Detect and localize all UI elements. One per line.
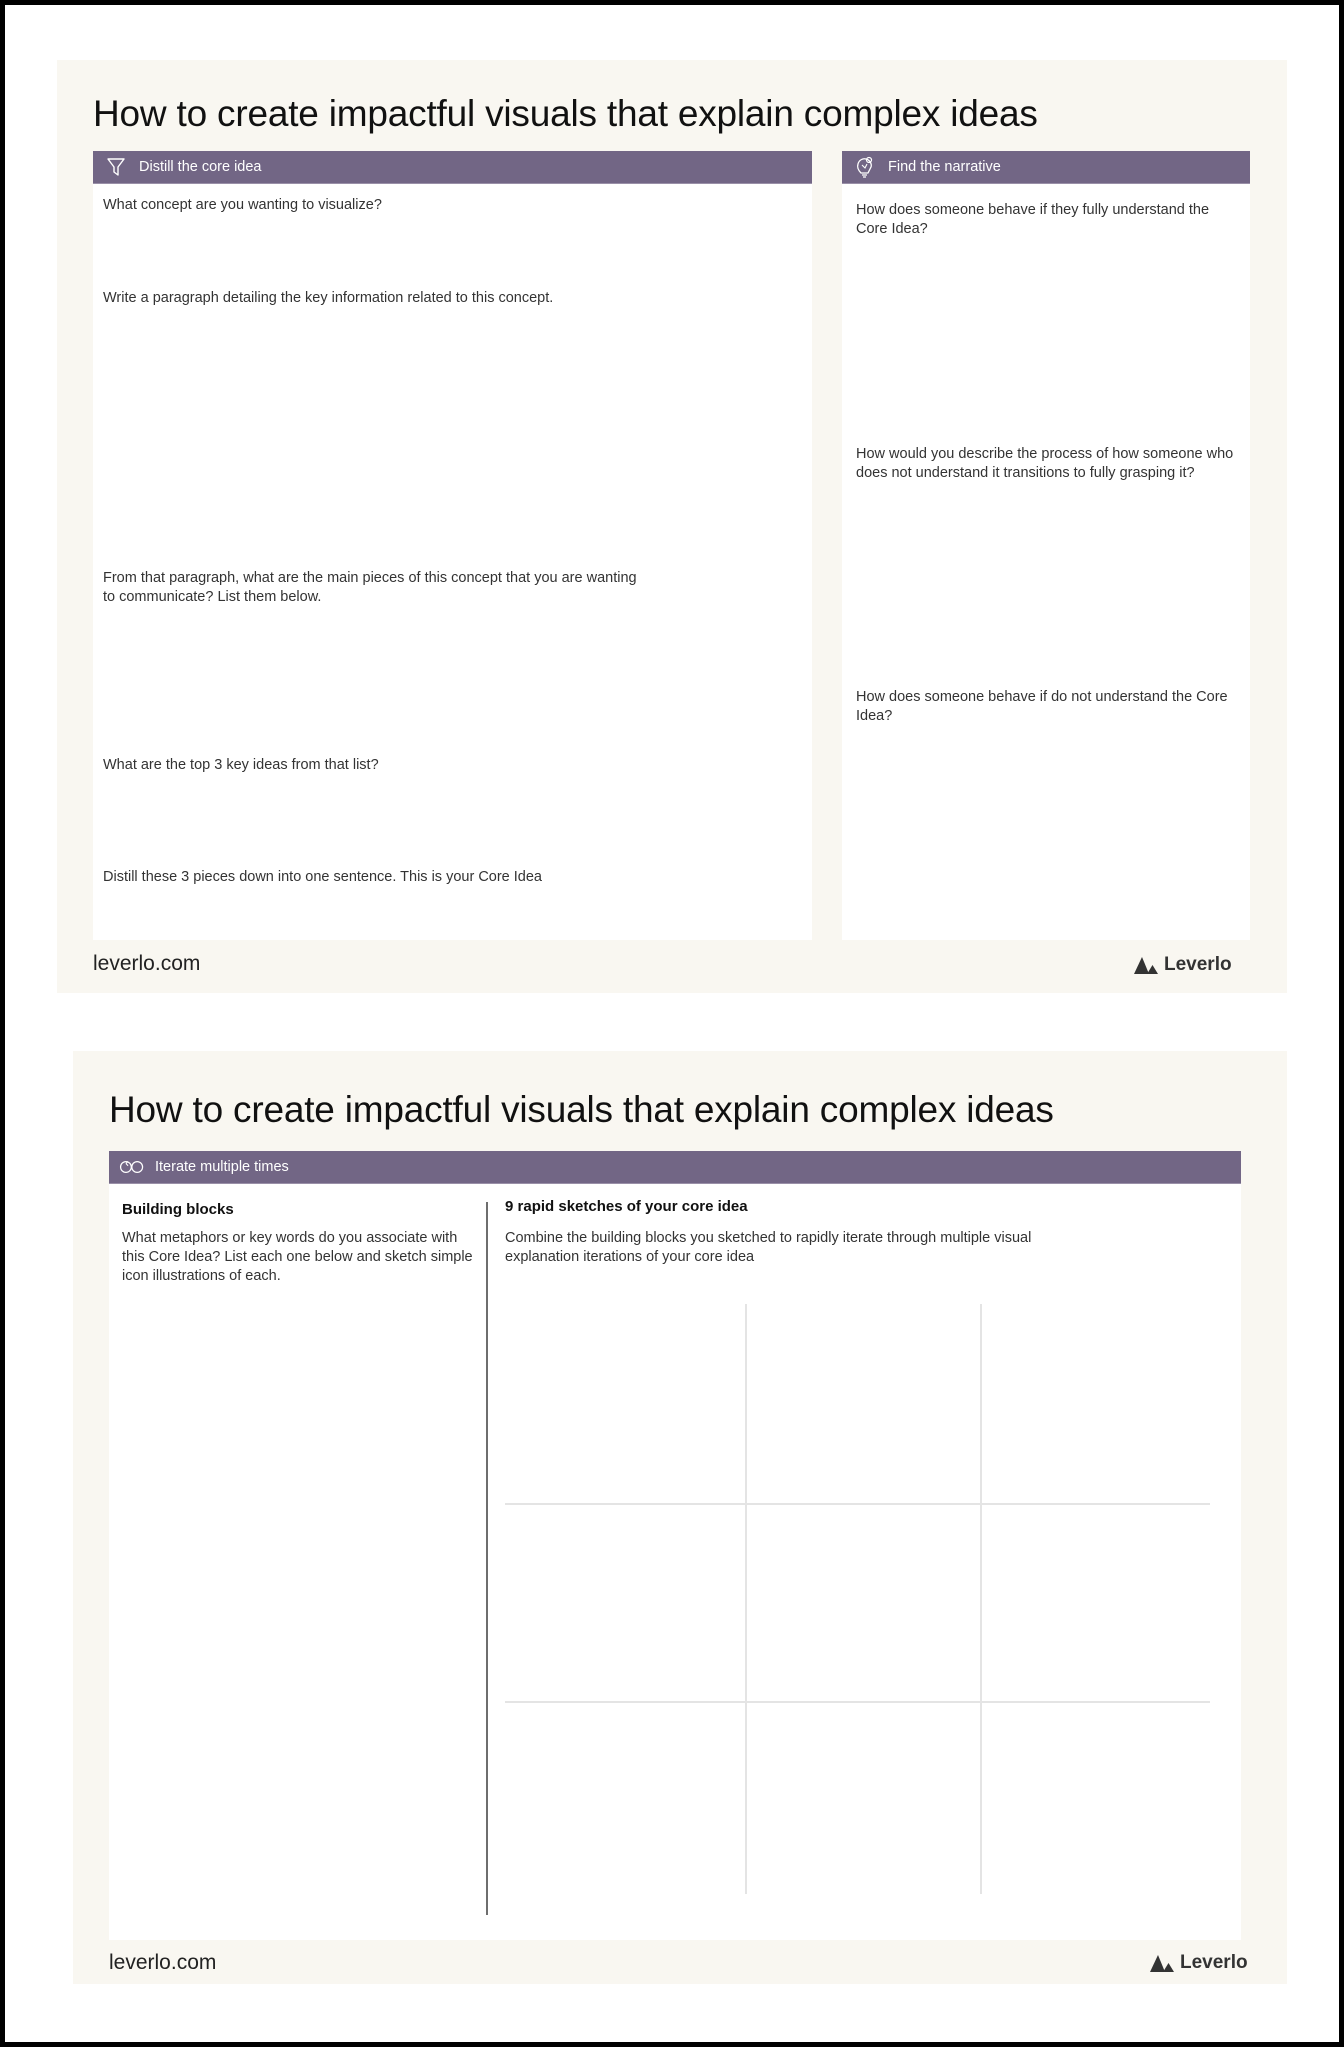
lightbulb-icon — [852, 156, 878, 178]
brand-name: Leverlo — [1164, 954, 1232, 975]
panel-header — [93, 151, 812, 184]
iterate-panel — [109, 1151, 1241, 1940]
footer-url: leverlo.com — [109, 1951, 217, 1974]
infinity-loop-icon — [119, 1156, 145, 1178]
brand-logo — [1134, 954, 1232, 976]
distill-panel — [93, 151, 812, 940]
narrative-panel — [842, 151, 1250, 940]
panel-header-label: Iterate multiple times — [155, 1159, 289, 1175]
question-text: How does someone behave if they fully understand the Core Idea? — [856, 202, 1210, 237]
page-title: How to create impactful visuals that explain complex ideas — [109, 1089, 1054, 1130]
panel-header — [842, 151, 1250, 184]
column-divider — [486, 1202, 488, 1915]
grid-line-vertical — [745, 1304, 747, 1894]
question-text: From that paragraph, what are the main pieces of this concept that you are wanting to communicate? List them below. — [103, 570, 637, 605]
worksheet-document — [5, 5, 1339, 2042]
brand-name: Leverlo — [1180, 1952, 1248, 1973]
mountain-logo-icon — [1134, 956, 1160, 974]
panel-header — [109, 1151, 1241, 1184]
question-text: Write a paragraph detailing the key information related to this concept. — [103, 290, 554, 306]
footer-url: leverlo.com — [93, 952, 201, 975]
sketches-text: Combine the building blocks you sketched to rapidly iterate through multiple visual explanation iterations of your core idea — [505, 1230, 1032, 1265]
worksheet-page-2 — [73, 1051, 1287, 1984]
worksheet-page-1 — [57, 60, 1287, 993]
grid-line-vertical — [980, 1304, 982, 1894]
brand-logo — [1150, 1952, 1248, 1974]
question-text: How would you describe the process of how someone who does not understand it transitions to fully grasping it? — [856, 446, 1234, 481]
funnel-icon — [103, 156, 129, 178]
building-blocks-text: What metaphors or key words do you associate with this Core Idea? List each one below and sketch simple icon illustrations of each. — [122, 1230, 473, 1284]
panel-header-label: Find the narrative — [888, 159, 1001, 175]
sketches-heading: 9 rapid sketches of your core idea — [505, 1198, 748, 1215]
question-text: Distill these 3 pieces down into one sentence. This is your Core Idea — [103, 869, 543, 885]
mountain-logo-icon — [1150, 1954, 1176, 1972]
building-blocks-heading: Building blocks — [122, 1201, 234, 1218]
panel-header-label: Distill the core idea — [139, 159, 262, 175]
grid-line-horizontal — [505, 1701, 1210, 1703]
question-text: What are the top 3 key ideas from that list? — [103, 757, 379, 773]
question-text: What concept are you wanting to visualize? — [103, 197, 382, 213]
grid-line-horizontal — [505, 1503, 1210, 1505]
question-text: How does someone behave if do not understand the Core Idea? — [856, 689, 1228, 724]
page-title: How to create impactful visuals that explain complex ideas — [93, 93, 1038, 134]
